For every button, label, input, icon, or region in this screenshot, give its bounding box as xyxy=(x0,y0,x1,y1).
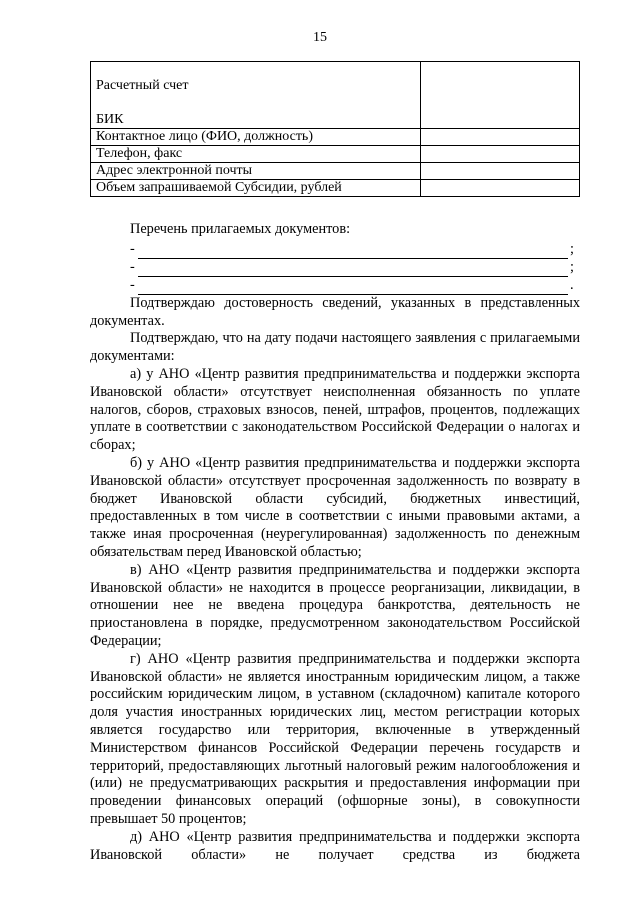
blank-line xyxy=(138,246,568,259)
document-entry-line[interactable] xyxy=(130,241,580,259)
phone-fax-label: Телефон, факс xyxy=(91,146,421,163)
paragraph-item-a: а) у АНО «Центр развития предпринимательства и поддержки экспорта Ивановской области» отсутствует неисполненная обязанность по уплате налогов, сборов, страховых взносов, пеней, штрафов, процентов, подлежащих уплате в соответствии с законодательством Российской Федерации о налогах и сборах; xyxy=(90,365,580,454)
paragraph-item-v: в) АНО «Центр развития предпринимательства и поддержки экспорта Ивановской области» не находится в процессе реорганизации, ликвидации, в отношении нее не введена процедура банкротства, деятельность не приостановлена в порядке, предусмотренном законодательством Российской Федерации; xyxy=(90,561,580,649)
list-dash: - xyxy=(130,277,135,293)
list-dash: - xyxy=(130,259,135,275)
paragraph-item-d: д) АНО «Центр развития предпринимательства и поддержки экспорта Ивановской области» не получает средства из бюджета xyxy=(90,828,580,863)
line-end-mark: ; xyxy=(570,259,574,275)
document-body xyxy=(90,221,580,864)
paragraph-confirm-intro: Подтверждаю, что на дату подачи настоящего заявления с прилагаемыми документами: xyxy=(90,330,580,365)
applicant-details-table xyxy=(90,61,580,197)
email-label: Адрес электронной почты xyxy=(91,163,421,180)
table-cell-value[interactable] xyxy=(421,62,580,129)
paragraph-item-b: б) у АНО «Центр развития предпринимательства и поддержки экспорта Ивановской области» отсутствует просроченная задолженность по возврату в бюджет Ивановской области субсидий, бюджетных инвестиций, предоставленных в том числе в соответствии с иными правовыми актами, а также иная просроченная (неурегулированная) задолженность по денежным обязательствам перед Ивановской областью; xyxy=(90,454,580,560)
blank-line xyxy=(138,264,568,277)
paragraph-confirm-accuracy: Подтверждаю достоверность сведений, указанных в представленных документах. xyxy=(90,294,580,329)
table-row xyxy=(91,163,580,180)
table-row xyxy=(91,146,580,163)
document-entry-line[interactable] xyxy=(130,277,580,295)
line-end-mark: . xyxy=(570,277,574,293)
table-row xyxy=(91,62,580,129)
account-label: Расчетный счет xyxy=(96,78,189,93)
table-cell-value[interactable] xyxy=(421,146,580,163)
line-end-mark: ; xyxy=(570,241,574,257)
table-row xyxy=(91,180,580,197)
blank-line xyxy=(138,282,568,295)
paragraph-item-g: г) АНО «Центр развития предпринимательства и поддержки экспорта Ивановской области» не является иностранным юридическим лицом, а также российским юридическим лицом, в уставном (складочном) капитале которого доля участия иностранных юридических лиц, местом регистрации которых является государство или территория, включенные в утвержденный Министерством финансов Российской Федерации перечень государств и территорий, предоставляющих льготный налоговый режим налогообложения и (или) не предусматривающих раскрытия и предоставления информации при проведении финансовых операций (офшорные зоны), в совокупности превышает 50 процентов; xyxy=(90,650,580,827)
contact-person-label: Контактное лицо (ФИО, должность) xyxy=(91,129,421,146)
table-cell-label xyxy=(91,62,421,129)
document-entry-line[interactable] xyxy=(130,259,580,277)
table-cell-value[interactable] xyxy=(421,163,580,180)
documents-list-title: Перечень прилагаемых документов: xyxy=(130,221,351,237)
table-cell-value[interactable] xyxy=(421,180,580,197)
subsidy-amount-label: Объем запрашиваемой Субсидии, рублей xyxy=(91,180,421,197)
page-number: 15 xyxy=(313,30,327,45)
bik-label: БИК xyxy=(96,112,124,127)
list-dash: - xyxy=(130,241,135,257)
table-row xyxy=(91,129,580,146)
table-cell-value[interactable] xyxy=(421,129,580,146)
